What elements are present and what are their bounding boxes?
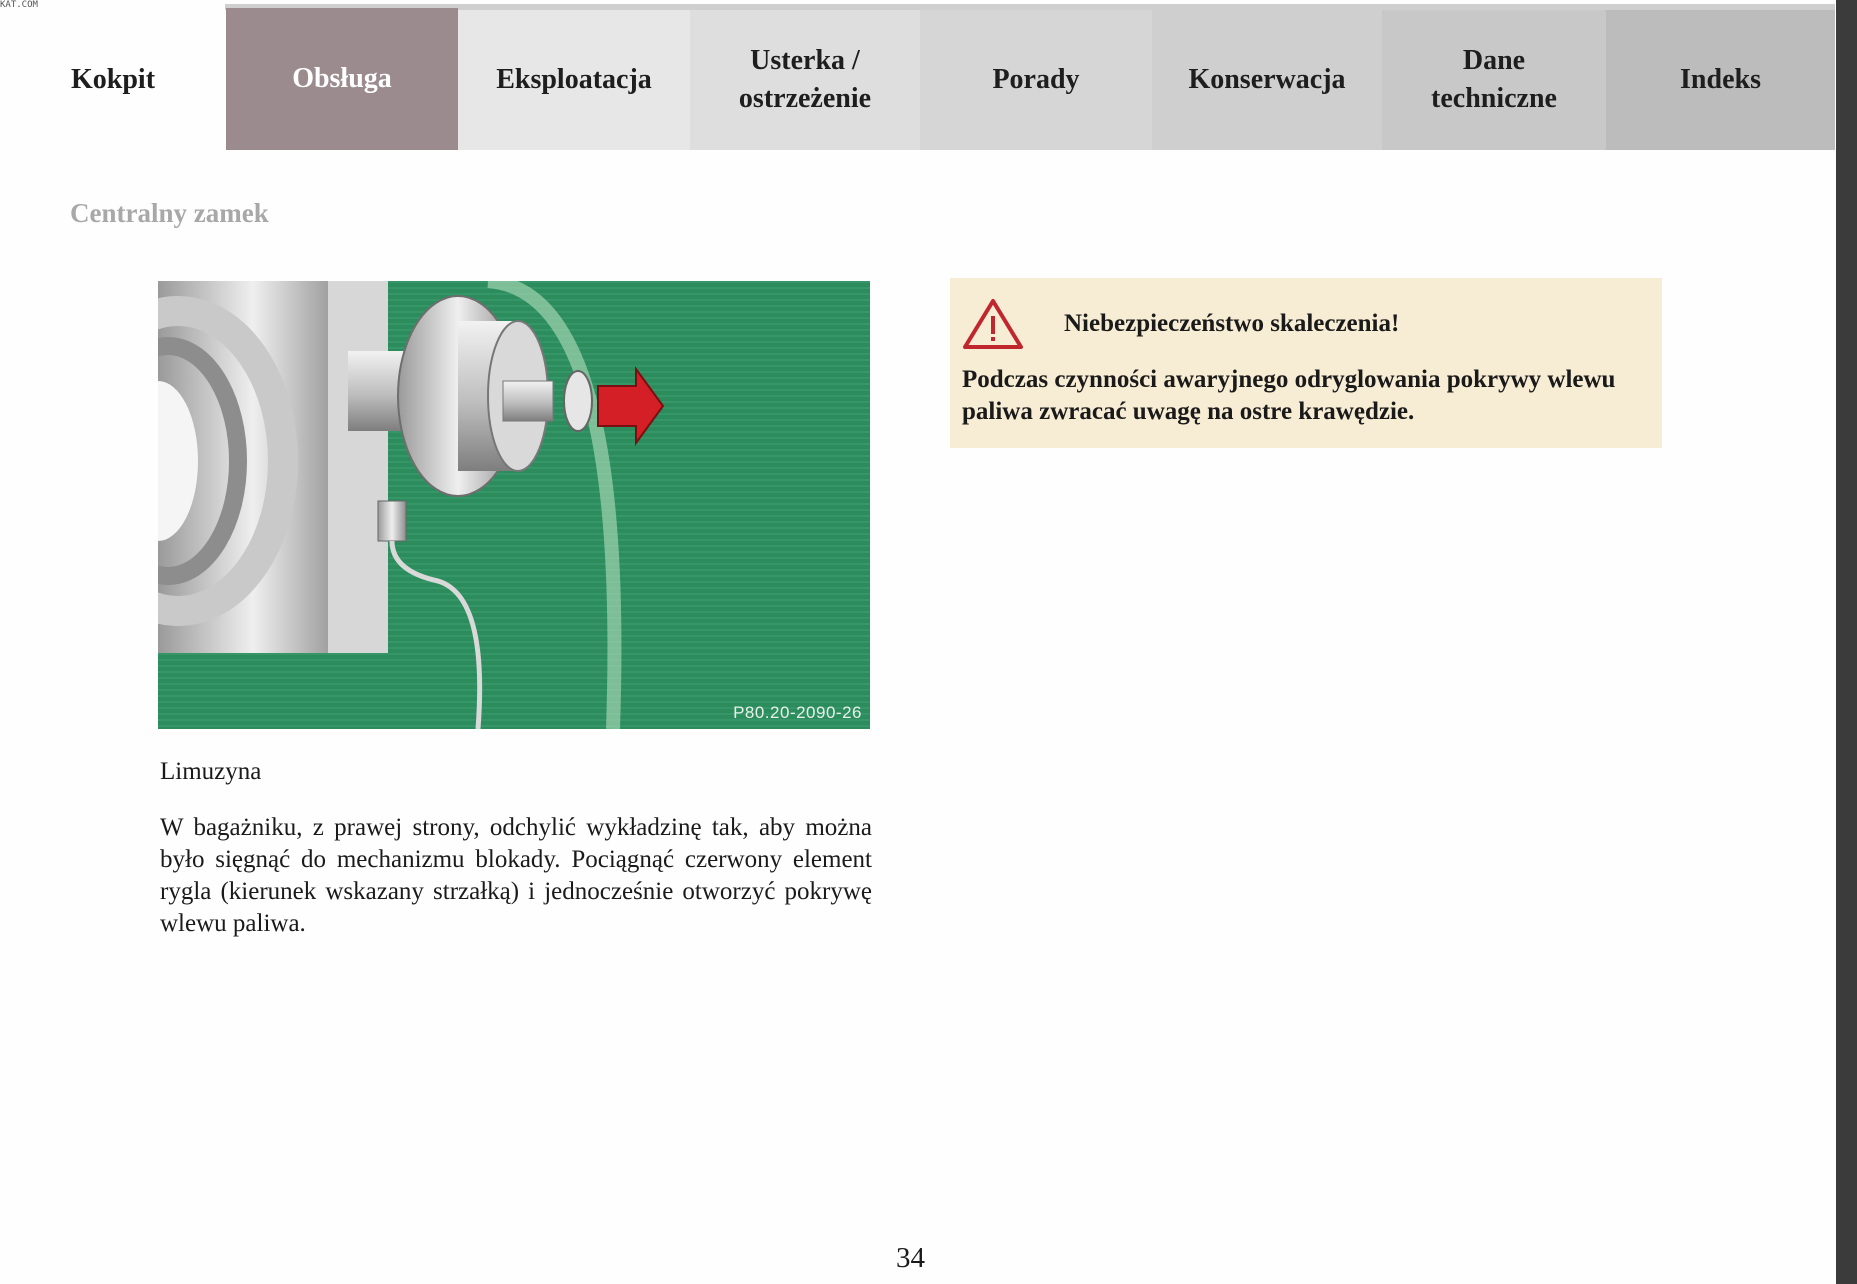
tab-indeks[interactable]: Indeks [1606, 10, 1835, 150]
scan-watermark: KAT.COM [0, 0, 38, 10]
tab-dane-techniczne[interactable]: Dane techniczne [1382, 10, 1606, 150]
warning-box [950, 278, 1662, 448]
figure-caption: Limuzyna [160, 758, 262, 785]
page-edge-shadow [1836, 0, 1857, 1284]
page-number: 34 [896, 1242, 925, 1274]
warning-title: Niebezpieczeństwo skaleczenia! [1064, 310, 1400, 337]
tab-usterka-ostrzezenie[interactable]: Usterka / ostrzeżenie [690, 10, 920, 150]
tab-eksploatacja[interactable]: Eksploatacja [458, 10, 690, 150]
figure-code: P80.20-2090-26 [733, 703, 862, 722]
warning-header [962, 298, 1650, 350]
section-title: Centralny zamek [70, 198, 269, 228]
warning-triangle-icon [962, 298, 1024, 350]
warning-text: Podczas czynności awaryjnego odryglowania pokrywy wlewu paliwa zwracać uwagę na ostre krawędzie. [962, 366, 1616, 425]
tab-obsluga[interactable]: Obsługa [226, 8, 458, 150]
body-text: W bagażniku, z prawej strony, odchylić wykładzinę tak, aby można było sięgnąć do mechanizmu blokady. Pociągnąć czerwony element rygla (kierunek wskazany strzałką) i jednocześnie otworzyć pokrywę wlewu paliwa. [160, 814, 872, 937]
fuel-flap-lock-illustration [158, 281, 870, 729]
tab-konserwacja[interactable]: Konserwacja [1152, 10, 1382, 150]
chapter-tabs [0, 0, 1835, 150]
fuel-flap-lock-figure [158, 281, 870, 729]
tab-porady[interactable]: Porady [920, 10, 1152, 150]
tab-kokpit[interactable]: Kokpit [70, 64, 156, 95]
